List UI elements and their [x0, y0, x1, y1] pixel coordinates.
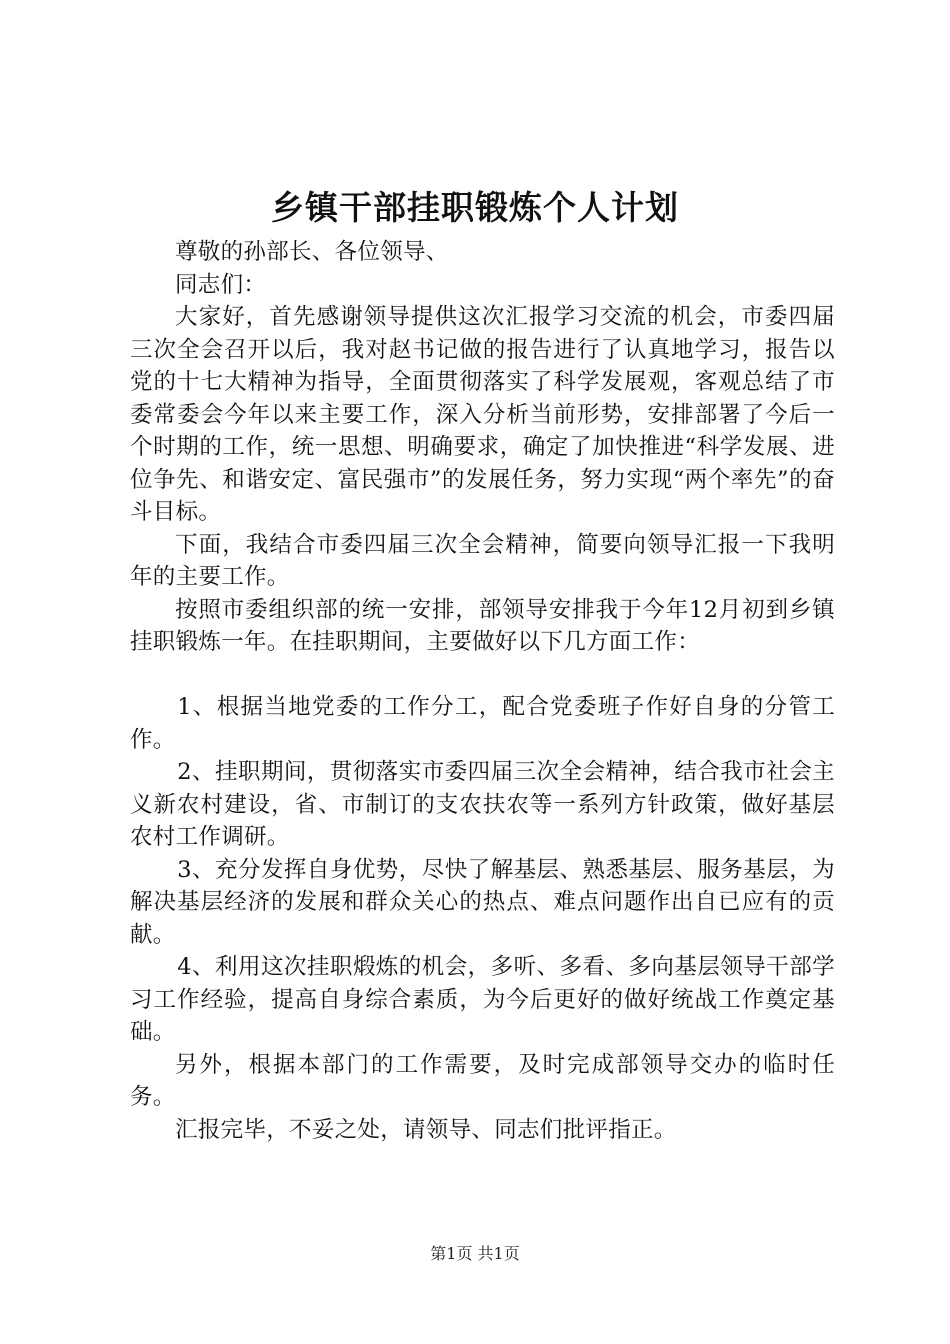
paragraph-opening: 大家好，首先感谢领导提供这次汇报学习交流的机会，市委四届三次全会召开以后，我对赵书记做的报告进行了认真地学习，报告以党的十七大精神为指导，全面贯彻落实了科学发展观，客观总结了市委常委会今年以来主要工作，深入分析当前形势，安排部署了今后一个时期的工作，统一思想、明确要求，确定了加快推进“科学发展、进位争先、和谐安定、富民强市”的发展任务，努力实现“两个率先”的奋斗目标。	[130, 304, 835, 525]
paragraph-assignment: 按照市委组织部的统一安排，部领导安排我于今年12月初到乡镇挂职锻炼一年。在挂职期间，主要做好以下几方面工作：	[130, 596, 835, 655]
paragraph-report-intro: 下面，我结合市委四届三次全会精神，简要向领导汇报一下我明年的主要工作。	[130, 531, 835, 590]
paragraph-additional: 另外，根据本部门的工作需要，及时完成部领导交办的临时任务。	[130, 1051, 835, 1110]
salutation-line-2: 同志们：	[175, 271, 267, 298]
list-item-3: 3、充分发挥自身优势，尽快了解基层、熟悉基层、服务基层，为解决基层经济的发展和群众关心的热点、难点问题作出自已应有的贡献。	[130, 856, 835, 948]
document-title: 乡镇干部挂职锻炼个人计划	[271, 188, 679, 227]
list-item-2: 2、挂职期间，贯彻落实市委四届三次全会精神，结合我市社会主义新农村建设，省、市制订的支农扶农等一系列方针政策，做好基层农村工作调研。	[130, 759, 835, 850]
list-item-1: 1、根据当地党委的工作分工，配合党委班子作好自身的分管工作。	[130, 694, 835, 753]
paragraph-closing: 汇报完毕，不妥之处，请领导、同志们批评指正。	[175, 1116, 677, 1143]
page-number-footer: 第1页 共1页	[430, 1244, 520, 1263]
salutation-line-1: 尊敬的孙部长、各位领导、	[175, 239, 449, 265]
document-body	[130, 236, 835, 1146]
list-item-4: 4、利用这次挂职煅炼的机会，多听、多看、多向基层领导干部学习工作经验，提高自身综合素质，为今后更好的做好统战工作奠定基础。	[130, 954, 835, 1045]
blank-line	[130, 659, 835, 692]
